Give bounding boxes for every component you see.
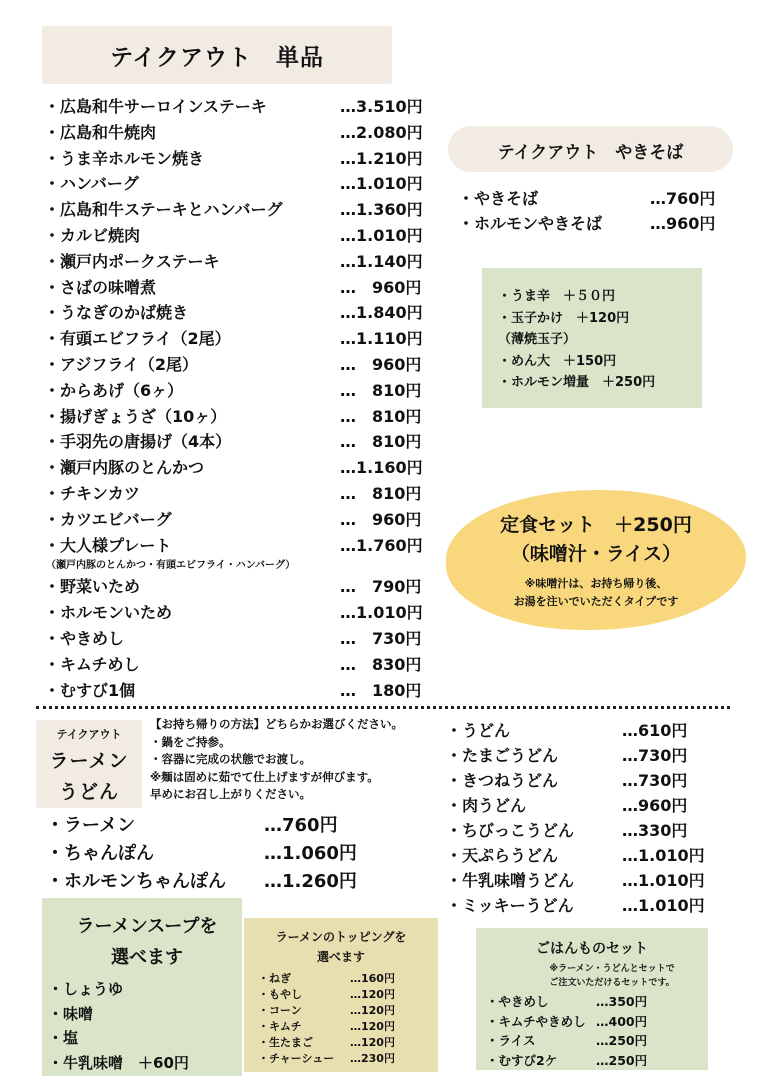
udon-item-price: …1.010円 bbox=[622, 896, 705, 915]
topping-item-name: ・生たまご bbox=[258, 1036, 313, 1049]
rice-set-item-name: ・むすび2ケ bbox=[486, 1052, 558, 1068]
soup-box bbox=[42, 898, 242, 1076]
topping-item-price: …120円 bbox=[350, 1020, 395, 1033]
topping-item-name: ・コーン bbox=[258, 1004, 302, 1017]
rice-set-item bbox=[486, 992, 668, 1012]
topping-item bbox=[258, 1003, 424, 1019]
yakisoba-option: ・玉子かけ ＋120円 bbox=[498, 310, 630, 326]
topping-title2: 選べます bbox=[316, 950, 365, 964]
udon-item-name: ・天ぷらうどん bbox=[446, 846, 559, 865]
udon-item-name: ・ちびっこうどん bbox=[446, 821, 575, 840]
udon-item-name: ・きつねうどん bbox=[446, 771, 559, 790]
topping-item-name: ・チャーシュー bbox=[258, 1052, 335, 1065]
menu-item-name: ・さばの味噌煮 bbox=[44, 277, 157, 297]
udon-item-name: ・たまごうどん bbox=[446, 746, 559, 765]
rice-set-item-price: …250円 bbox=[596, 1052, 648, 1068]
menu-item-name: ・チキンカツ bbox=[44, 483, 140, 503]
menu-item-name: ・キムチめし bbox=[44, 654, 140, 674]
menu-item bbox=[44, 404, 434, 430]
menu-item-price: … 830円 bbox=[340, 654, 422, 674]
topping-item bbox=[258, 1035, 424, 1051]
topping-item-price: …120円 bbox=[350, 988, 395, 1001]
menu-item-price: … 810円 bbox=[340, 380, 422, 400]
udon-item bbox=[446, 743, 724, 768]
menu-item-price: … 810円 bbox=[340, 432, 422, 452]
udon-item-price: …1.010円 bbox=[622, 846, 705, 865]
howto-line: 【お持ち帰りの方法】どちらかお選びください。 bbox=[150, 717, 403, 731]
ramen-item-name: ・ホルモンちゃんぽん bbox=[46, 871, 226, 892]
udon-list bbox=[446, 718, 724, 918]
single-title-box bbox=[42, 26, 392, 84]
howto-line: ・容器に完成の状態でお渡し。 bbox=[150, 752, 311, 766]
yakisoba-item bbox=[458, 211, 724, 236]
menu-item-name: ・カルビ焼肉 bbox=[44, 225, 141, 245]
menu-item bbox=[44, 94, 434, 120]
howto-line: 早めにお召し上がりください。 bbox=[150, 787, 311, 801]
soup-item: ・味噌 bbox=[48, 1004, 94, 1023]
menu-item bbox=[44, 678, 434, 704]
yakisoba-item-price: …960円 bbox=[650, 214, 716, 233]
menu-item-name: ・ホルモンいため bbox=[44, 603, 173, 623]
menu-item bbox=[44, 533, 434, 559]
yakisoba-option: ・めん大 ＋150円 bbox=[498, 353, 617, 369]
menu-item-price: …3.510円 bbox=[340, 97, 423, 116]
udon-item bbox=[446, 793, 724, 818]
yakisoba-item bbox=[458, 186, 724, 211]
menu-item-name: ・広島和牛ステーキとハンバーグ bbox=[44, 200, 283, 220]
yakisoba-option: ・うま辛 ＋５０円 bbox=[498, 289, 616, 304]
udon-item-name: ・肉うどん bbox=[446, 796, 527, 815]
ramen-item-name: ・ラーメン bbox=[46, 815, 136, 836]
udon-item-name: ・うどん bbox=[446, 721, 511, 740]
udon-item-price: …610円 bbox=[622, 721, 688, 740]
rice-set-item-price: …350円 bbox=[596, 994, 648, 1009]
menu-item bbox=[44, 326, 434, 352]
menu-item-name: ・手羽先の唐揚げ（4本） bbox=[44, 432, 232, 452]
menu-item-price: …1.010円 bbox=[340, 225, 423, 245]
menu-item-name: ・むすび1個 bbox=[44, 680, 136, 700]
udon-item bbox=[446, 868, 724, 893]
rice-set-item bbox=[486, 1051, 668, 1071]
menu-item-name: ・有頭エビフライ（2尾） bbox=[44, 329, 231, 349]
udon-item bbox=[446, 843, 724, 868]
menu-item-name: ・うま辛ホルモン焼き bbox=[44, 148, 205, 168]
menu-item-name: ・広島和牛サーロインステーキ bbox=[44, 97, 267, 116]
menu-item-price: … 960円 bbox=[340, 277, 422, 297]
ramen-item bbox=[46, 812, 376, 840]
menu-item-price: … 960円 bbox=[340, 509, 422, 529]
menu-item bbox=[44, 626, 434, 652]
yakisoba-option: ・ホルモン増量 ＋250円 bbox=[498, 375, 656, 390]
howto-line: ・鍋をご持参。 bbox=[150, 734, 231, 749]
section-divider bbox=[36, 706, 730, 709]
menu-item bbox=[44, 429, 434, 455]
udon-item bbox=[446, 893, 724, 918]
ramen-item-price: …1.260円 bbox=[264, 871, 357, 892]
soup-title2: 選べます bbox=[111, 947, 183, 968]
menu-item-price: … 790円 bbox=[340, 577, 422, 597]
ramen-tag-ramen: ラーメン bbox=[49, 750, 129, 772]
ramen-item bbox=[46, 840, 376, 868]
ramen-item bbox=[46, 868, 376, 896]
rice-set-note2: ご注文いただけるセットです。 bbox=[549, 978, 675, 988]
rice-set-item bbox=[486, 1012, 668, 1032]
menu-item-name: ・広島和牛焼肉 bbox=[44, 122, 157, 142]
menu-item-name: ・揚げぎょうざ（10ヶ） bbox=[44, 406, 227, 426]
ramen-item-price: …760円 bbox=[264, 815, 338, 836]
menu-item bbox=[44, 574, 434, 600]
topping-item-price: …230円 bbox=[350, 1052, 395, 1065]
menu-item bbox=[44, 455, 434, 481]
menu-item-price: …1.210円 bbox=[340, 148, 423, 168]
udon-item bbox=[446, 768, 724, 793]
topping-item-name: ・ねぎ bbox=[258, 972, 291, 985]
rice-set-note1: ※ラーメン・うどんとセットで bbox=[549, 964, 675, 974]
menu-item-name: ・からあげ（6ヶ） bbox=[44, 380, 184, 400]
menu-item bbox=[44, 507, 434, 533]
menu-item bbox=[44, 146, 434, 172]
menu-item bbox=[44, 120, 434, 146]
menu-item-price: … 810円 bbox=[340, 483, 422, 503]
menu-item-name: ・うなぎのかば焼き bbox=[44, 303, 189, 323]
ramen-item-name: ・ちゃんぽん bbox=[46, 843, 154, 864]
menu-item-price: …1.160円 bbox=[340, 458, 423, 478]
howto-line: ※麺は固めに茹でて仕上げますが伸びます。 bbox=[150, 769, 379, 784]
single-menu-list bbox=[44, 94, 434, 703]
menu-item bbox=[44, 249, 434, 275]
menu-item-name: ・やきめし bbox=[44, 628, 125, 648]
udon-item bbox=[446, 718, 724, 743]
udon-item-name: ・牛乳味噌うどん bbox=[446, 871, 575, 890]
menu-item bbox=[44, 378, 434, 404]
menu-item-price: … 730円 bbox=[340, 628, 422, 648]
udon-item-price: …960円 bbox=[622, 796, 688, 815]
menu-item-price: …1.760円 bbox=[340, 535, 423, 555]
rice-set-item-name: ・やきめし bbox=[486, 994, 549, 1009]
menu-item-price: … 180円 bbox=[340, 680, 422, 700]
udon-item-price: …1.010円 bbox=[622, 871, 705, 890]
topping-item bbox=[258, 987, 424, 1003]
yakisoba-item-name: ・やきそば bbox=[458, 189, 539, 208]
rice-set-title: ごはんものセット bbox=[536, 941, 648, 957]
menu-item-price: …1.110円 bbox=[340, 329, 423, 349]
topping-item-price: …160円 bbox=[350, 972, 395, 985]
yakisoba-item-name: ・ホルモンやきそば bbox=[458, 214, 603, 233]
menu-item bbox=[44, 275, 434, 301]
soup-title1: ラーメンスープを bbox=[76, 916, 218, 937]
set-meal-note2: お湯を注いでいただくタイプです bbox=[513, 595, 679, 608]
menu-item-name: ・ハンバーグ bbox=[44, 174, 139, 194]
menu-item-name: ・瀬戸内ポークステーキ bbox=[44, 251, 220, 271]
menu-item bbox=[44, 300, 434, 326]
menu-item-name: ・瀬戸内豚のとんかつ bbox=[44, 458, 205, 478]
menu-item-price: …1.840円 bbox=[340, 303, 423, 323]
takeout-howto bbox=[150, 716, 450, 804]
menu-item bbox=[44, 652, 434, 678]
menu-item bbox=[44, 352, 434, 378]
set-meal-note1: ※味噌汁は、お持ち帰り後、 bbox=[524, 577, 668, 590]
menu-item-name: ・野菜いため bbox=[44, 577, 141, 597]
udon-item-price: …330円 bbox=[622, 821, 688, 840]
rice-set-item-name: ・ライス bbox=[486, 1033, 536, 1048]
yakisoba-title-box bbox=[448, 126, 733, 172]
soup-item: ・塩 bbox=[48, 1029, 79, 1047]
topping-item-price: …120円 bbox=[350, 1004, 395, 1017]
topping-item bbox=[258, 1019, 424, 1035]
plate-note: （瀬戸内豚のとんかつ・有頭エビフライ・ハンバーグ） bbox=[46, 560, 296, 572]
rice-set-item-price: …250円 bbox=[596, 1033, 648, 1048]
rice-set-box bbox=[476, 928, 708, 1070]
soup-item: ・しょうゆ bbox=[48, 980, 124, 998]
topping-item-price: …120円 bbox=[350, 1036, 395, 1049]
rice-set-item-name: ・キムチやきめし bbox=[486, 1013, 586, 1029]
yakisoba-options-box bbox=[482, 268, 702, 408]
menu-item bbox=[44, 481, 434, 507]
menu-item-price: …1.140円 bbox=[340, 251, 423, 271]
set-meal-line2: （味噌汁・ライス） bbox=[510, 543, 682, 565]
menu-item-price: … 810円 bbox=[340, 406, 422, 426]
topping-item bbox=[258, 1051, 424, 1067]
topping-title1: ラーメンのトッピングを bbox=[275, 930, 407, 944]
menu-item-price: …1.360円 bbox=[340, 200, 423, 220]
soup-item: ・牛乳味噌 ＋60円 bbox=[48, 1053, 189, 1072]
topping-box bbox=[244, 918, 438, 1072]
ramen-list bbox=[46, 812, 376, 896]
yakisoba-title: テイクアウト やきそば bbox=[497, 143, 684, 163]
single-title: テイクアウト 単品 bbox=[110, 45, 324, 71]
yakisoba-list bbox=[458, 186, 724, 236]
menu-item bbox=[44, 223, 434, 249]
ramen-tag-small: テイクアウト bbox=[56, 728, 122, 741]
ramen-tag-box bbox=[36, 720, 142, 808]
menu-item bbox=[44, 600, 434, 626]
menu-item-name: ・アジフライ（2尾） bbox=[44, 354, 199, 374]
topping-item-name: ・キムチ bbox=[258, 1020, 302, 1033]
set-meal-line1: 定食セット ＋250円 bbox=[500, 514, 692, 536]
menu-item-price: …2.080円 bbox=[340, 122, 423, 142]
menu-item bbox=[44, 197, 434, 223]
yakisoba-item-price: …760円 bbox=[650, 189, 716, 208]
rice-set-item-price: …400円 bbox=[596, 1013, 648, 1029]
yakisoba-option: （薄焼玉子） bbox=[498, 332, 577, 347]
menu-item-name: ・カツエビバーグ bbox=[44, 509, 172, 529]
ramen-tag-udon: うどん bbox=[58, 781, 119, 803]
udon-item-price: …730円 bbox=[622, 746, 688, 765]
menu-item bbox=[44, 171, 434, 197]
udon-item bbox=[446, 818, 724, 843]
menu-item-name: ・大人様プレート bbox=[44, 535, 172, 555]
udon-item-price: …730円 bbox=[622, 771, 688, 790]
topping-item bbox=[258, 971, 424, 987]
ramen-item-price: …1.060円 bbox=[264, 843, 357, 864]
udon-item-name: ・ミッキーうどん bbox=[446, 896, 574, 915]
menu-item-price: …1.010円 bbox=[340, 603, 423, 623]
menu-item-price: …1.010円 bbox=[340, 174, 423, 194]
rice-set-item bbox=[486, 1031, 668, 1051]
menu-item-price: … 960円 bbox=[340, 354, 422, 374]
topping-item-name: ・もやし bbox=[258, 988, 302, 1001]
